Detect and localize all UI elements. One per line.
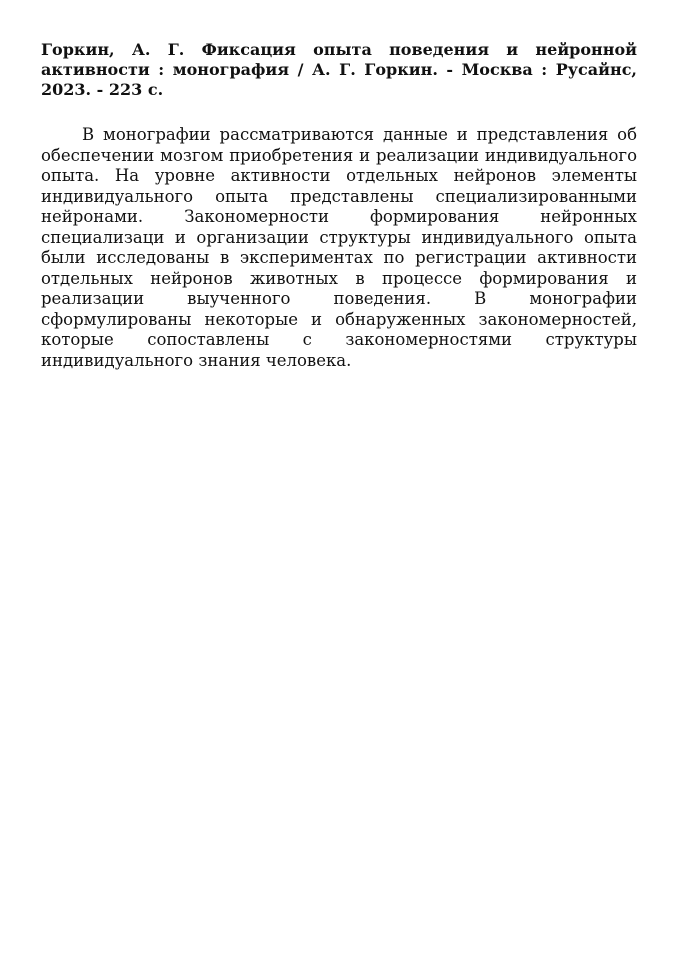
abstract-paragraph: В монографии рассматриваются данные и представления об обеспечении мозгом приобретения и реализации индивидуального опыта. На уровне активности отдельных нейронов элементы индивидуального опыта представлены специализированными нейронами. Закономерности формирования нейронных специализаци и организации структуры индивидуального опыта были исследованы в экспериментах по регистрации активности отдельных нейронов животных в процессе формирования и реализации выученного поведения. В монографии сформулированы некоторые и обнаруженных закономерностей, которые сопоставлены с закономерностями структуры индивидуального знания человека.: [41, 125, 637, 370]
document-page: [41, 40, 637, 371]
bibliographic-citation: Горкин, А. Г. Фиксация опыта поведения и нейронной активности : монография / А. Г. Горкин. - Москва : Русайнс, 2023. - 223 с.: [41, 40, 637, 99]
